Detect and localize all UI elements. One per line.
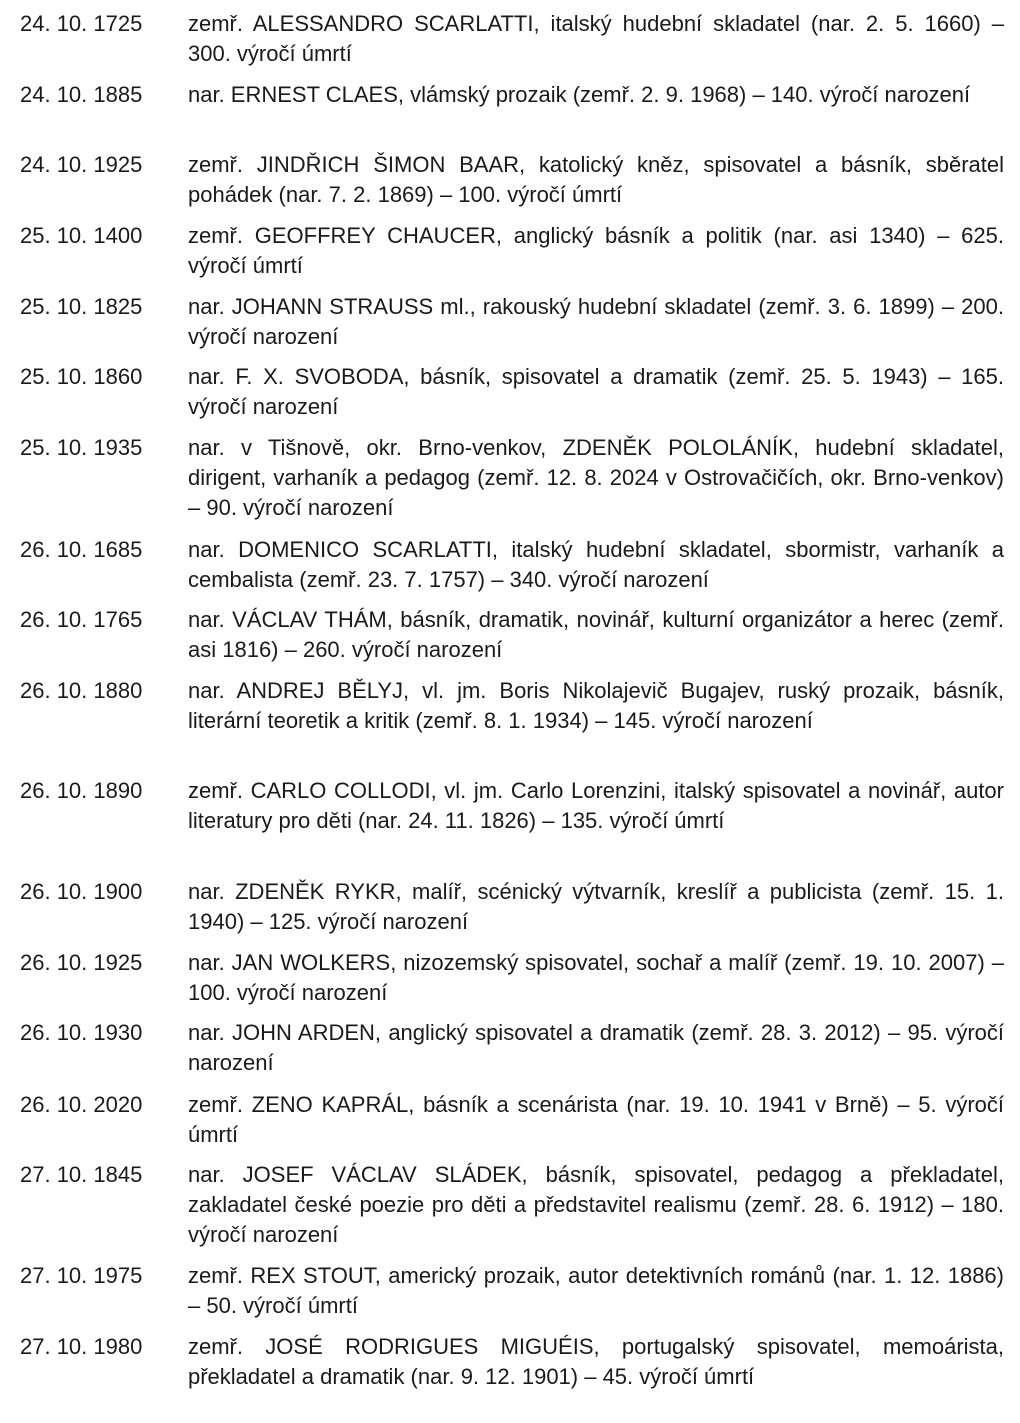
entry-text: nar. ERNEST CLAES, vlámský prozaik (zemř. 2. 9. 1968) – 140. výročí narození bbox=[188, 82, 971, 107]
entry-date: 25. 10. 1935 bbox=[20, 435, 143, 460]
entry-date: 25. 10. 1860 bbox=[20, 364, 143, 389]
entry-date: 25. 10. 1400 bbox=[20, 223, 143, 248]
entry-text: nar. VÁCLAV THÁM, básník, dramatik, novinář, kulturní organizátor a herec (zemř. asi 1816) – 260. výročí narození bbox=[188, 607, 1004, 662]
entry-date: 26. 10. 1890 bbox=[20, 778, 143, 803]
entry-text: zemř. ZENO KAPRÁL, básník a scenárista (nar. 19. 10. 1941 v Brně) – 5. výročí úmrtí bbox=[188, 1092, 1004, 1147]
entry-text: nar. DOMENICO SCARLATTI, italský hudební skladatel, sbormistr, varhaník a cembalista (zemř. 23. 7. 1757) – 340. výročí narození bbox=[188, 537, 1004, 592]
entry-text: zemř. JOSÉ RODRIGUES MIGUÉIS, portugalský spisovatel, memoárista, překladatel a dramatik (nar. 9. 12. 1901) – 45. výročí úmrtí bbox=[188, 1334, 1004, 1389]
entry-date: 26. 10. 1900 bbox=[20, 879, 143, 904]
entry-text: nar. ANDREJ BĚLYJ, vl. jm. Boris Nikolajevič Bugajev, ruský prozaik, básník, literární teoretik a kritik (zemř. 8. 1. 1934) – 145. výročí narození bbox=[188, 678, 1004, 733]
entry-text: nar. F. X. SVOBODA, básník, spisovatel a dramatik (zemř. 25. 5. 1943) – 165. výročí narození bbox=[188, 364, 1004, 419]
entry-text: zemř. CARLO COLLODI, vl. jm. Carlo Lorenzini, italský spisovatel a novinář, autor literatury pro děti (nar. 24. 11. 1826) – 135. výročí úmrtí bbox=[188, 778, 1004, 833]
entry-text: zemř. ALESSANDRO SCARLATTI, italský hudební skladatel (nar. 2. 5. 1660) – 300. výročí úmrtí bbox=[188, 11, 1004, 66]
entry-date: 26. 10. 2020 bbox=[20, 1092, 143, 1117]
entry-date: 24. 10. 1925 bbox=[20, 152, 143, 177]
entry-date: 27. 10. 1845 bbox=[20, 1162, 143, 1187]
entry-date: 26. 10. 1930 bbox=[20, 1020, 143, 1045]
entry-date: 27. 10. 1980 bbox=[20, 1334, 143, 1359]
entry-date: 27. 10. 1975 bbox=[20, 1263, 143, 1288]
entry-text: nar. JAN WOLKERS, nizozemský spisovatel, sochař a malíř (zemř. 19. 10. 2007) – 100. výročí narození bbox=[188, 950, 1004, 1005]
entry-text: nar. JOSEF VÁCLAV SLÁDEK, básník, spisovatel, pedagog a překladatel, zakladatel české poezie pro děti a představitel realismu (zemř. 28. 6. 1912) – 180. výročí narození bbox=[188, 1162, 1004, 1247]
entry-text: nar. v Tišnově, okr. Brno-venkov, ZDENĚK POLOLÁNÍK, hudební skladatel, dirigent, varhaník a pedagog (zemř. 12. 8. 2024 v Ostrovačičích, okr. Brno-venkov) – 90. výročí narození bbox=[188, 435, 1004, 520]
entry-text: zemř. JINDŘICH ŠIMON BAAR, katolický kněz, spisovatel a básník, sběratel pohádek (nar. 7. 2. 1869) – 100. výročí úmrtí bbox=[188, 152, 1004, 207]
entry-date: 25. 10. 1825 bbox=[20, 294, 143, 319]
entry-date: 26. 10. 1765 bbox=[20, 607, 143, 632]
entry-date: 26. 10. 1925 bbox=[20, 950, 143, 975]
entry-date: 24. 10. 1725 bbox=[20, 11, 143, 36]
entry-date: 26. 10. 1685 bbox=[20, 537, 143, 562]
entry-text: nar. JOHN ARDEN, anglický spisovatel a dramatik (zemř. 28. 3. 2012) – 95. výročí narození bbox=[188, 1020, 1004, 1075]
entry-date: 24. 10. 1885 bbox=[20, 82, 143, 107]
entry-date: 26. 10. 1880 bbox=[20, 678, 143, 703]
entry-text: nar. JOHANN STRAUSS ml., rakouský hudební skladatel (zemř. 3. 6. 1899) – 200. výročí narození bbox=[188, 294, 1004, 349]
entry-text: zemř. REX STOUT, americký prozaik, autor detektivních románů (nar. 1. 12. 1886) – 50. výročí úmrtí bbox=[188, 1263, 1004, 1318]
entry-text: nar. ZDENĚK RYKR, malíř, scénický výtvarník, kreslíř a publicista (zemř. 15. 1. 1940) – 125. výročí narození bbox=[188, 879, 1004, 934]
entry-text: zemř. GEOFFREY CHAUCER, anglický básník a politik (nar. asi 1340) – 625. výročí úmrtí bbox=[188, 223, 1004, 278]
